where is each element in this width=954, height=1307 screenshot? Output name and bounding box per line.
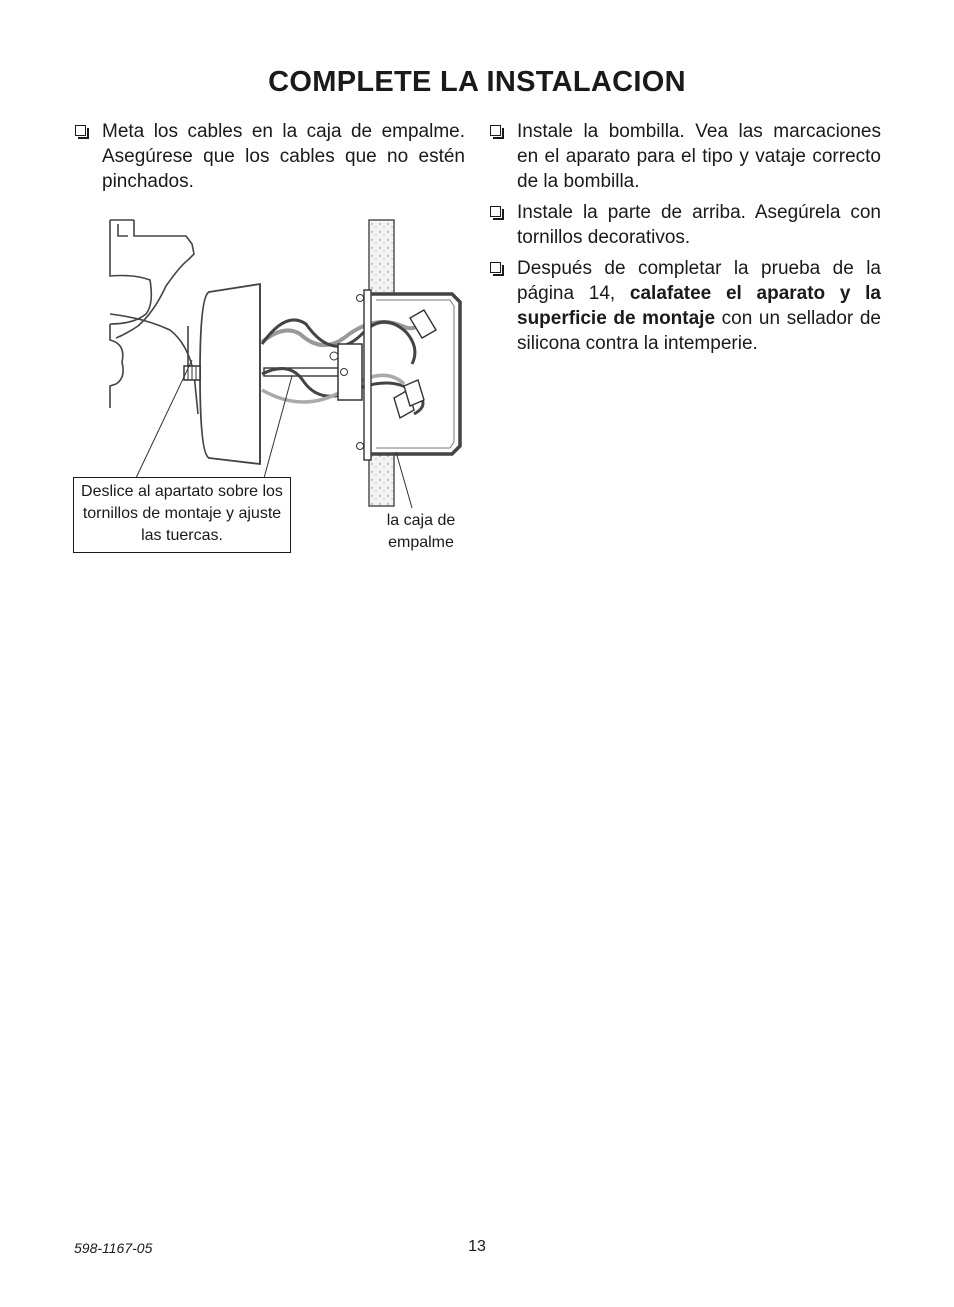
checkbox-icon (75, 125, 86, 136)
checkbox-icon (490, 262, 501, 273)
step-item (74, 119, 465, 194)
step-text-post: con un sellador de silicona contra la intemperie. (517, 308, 881, 354)
junction-box-label: la caja de empalme (386, 512, 456, 551)
step-text-bold: calafatee el aparato y la superficie de montaje (517, 283, 881, 329)
left-column (74, 119, 465, 200)
step-text-pre: Después de completar la prueba de la página 14, (517, 258, 881, 304)
step-item (489, 256, 881, 356)
step-item (489, 119, 881, 194)
page-title: COMPLETE LA INSTALACION (268, 66, 686, 98)
checkbox-icon (490, 125, 501, 136)
page-number: 13 (468, 1238, 486, 1255)
step-item (489, 200, 881, 250)
step-text: Instale la parte de arriba. Asegúrela con tornillos decorativos. (517, 202, 881, 248)
checkbox-icon (490, 206, 501, 217)
document-code: 598-1167-05 (74, 1240, 153, 1256)
step-text: Meta los cables en la caja de empalme. Asegúrese que los cables que no estén pinchados. (102, 121, 465, 192)
mounting-callout: Deslice al apartato sobre los tornillos de montaje y ajuste las tuercas. (73, 477, 291, 553)
step-text: Instale la bombilla. Vea las marcaciones en el aparato para el tipo y vataje correcto de la bombilla. (517, 121, 881, 192)
right-column (489, 119, 881, 362)
